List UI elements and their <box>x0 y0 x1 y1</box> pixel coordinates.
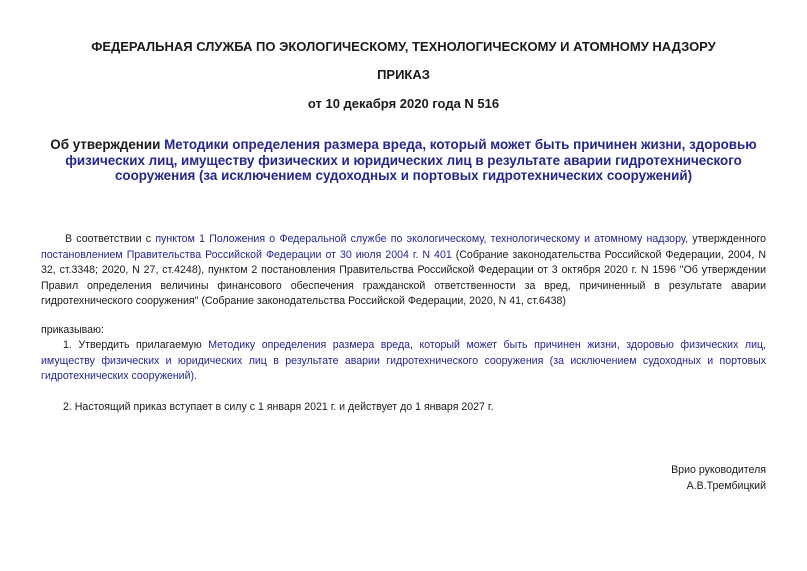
signatory-name: А.В.Трембицкий <box>686 480 766 492</box>
item1-text-1: 1. Утвердить прилагаемую <box>63 339 209 351</box>
preamble-text-2: , утвержденного <box>685 233 766 245</box>
document-type: ПРИКАЗ <box>377 67 430 82</box>
order-item-2: 2. Настоящий приказ вступает в силу с 1 января 2021 г. и действует до 1 января 2027 г. <box>63 401 494 413</box>
signatory-position: Врио руководителя <box>671 464 766 476</box>
agency-heading: ФЕДЕРАЛЬНАЯ СЛУЖБА ПО ЭКОЛОГИЧЕСКОМУ, ТЕХНОЛОГИЧЕСКОМУ И АТОМНОМУ НАДЗОРУ <box>91 39 716 54</box>
government-decree-link[interactable]: постановлением Правительства Российской Федерации от 30 июля 2004 г. N 401 <box>41 248 452 261</box>
regulation-clause-link[interactable]: пунктом 1 Положения о Федеральной службе по экологическому, технологическому и атомному надзору <box>155 233 686 245</box>
order-item-1 <box>41 338 766 385</box>
title-methodology-link[interactable]: Методики определения размера вреда, который может быть причинен жизни, здоровью физических лиц, имуществу физических и юридических лиц в результате аварии гидротехнического сооружения (за исключением судоходных и портовых гидротехнических сооружений) <box>65 137 757 183</box>
item1-text-2: . <box>194 370 198 382</box>
preamble-text-3: (Собрание законодательства Российской Федерации, 2004, N 32, ст.3348; 2020, N 27, ст.4248), пунктом 2 постановления Правительства Российской Федерации от 3 октября 2020 г. N 1596 "Об утверждении Правил определения величины финансового обеспечения гражданской ответственности за вред, причиненный в результате аварии гидротехнического сооружения" (Собрание законодательства Российской Федерации, 2020, N 41, ст.6438) <box>41 248 767 307</box>
decree-word: приказываю: <box>41 324 104 336</box>
item1-methodology-link[interactable]: Методику определения размера вреда, который может быть причинен жизни, здоровью физических лиц, имуществу физических и юридических лиц в результате аварии гидротехнического сооружения (за исключением судоходных и портовых гидротехнических сооружений) <box>41 339 766 382</box>
title-prefix: Об утверждении <box>50 137 165 152</box>
preamble-paragraph <box>41 232 766 310</box>
document-title <box>30 137 777 184</box>
document-date-number: от 10 декабря 2020 года N 516 <box>307 96 500 111</box>
preamble-text-1: В соответствии с <box>65 233 156 245</box>
